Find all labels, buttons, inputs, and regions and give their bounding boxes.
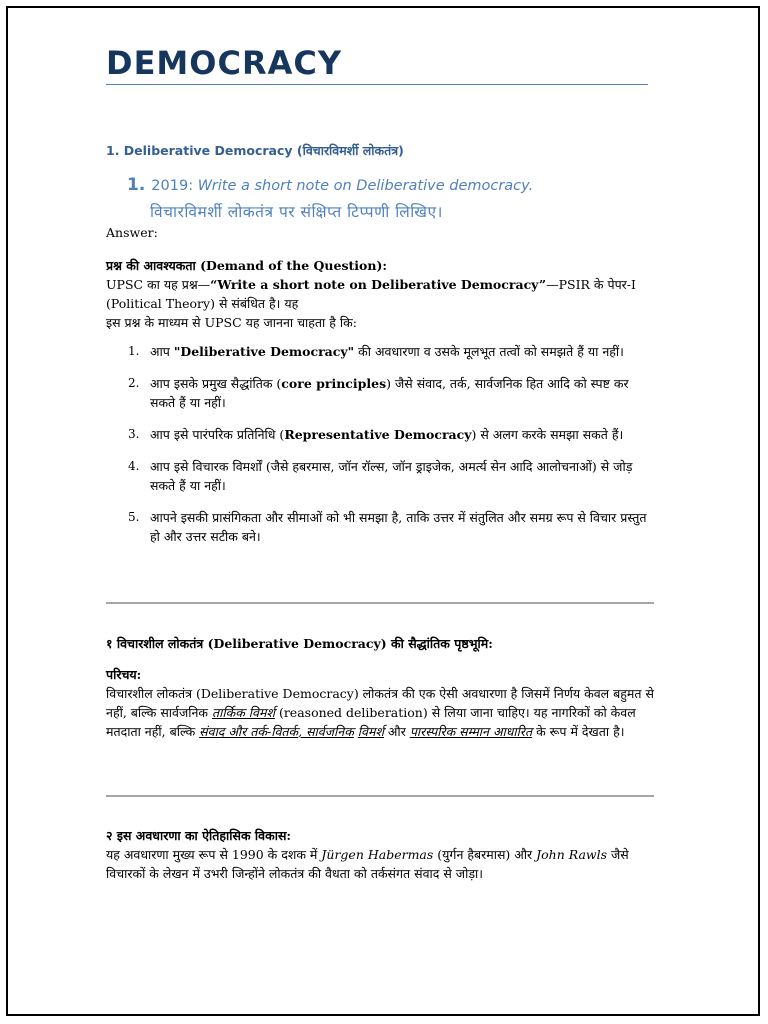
para-italic-2: संवाद और तर्क-वितर्क: [199, 724, 299, 739]
section-subheading: परिचय:: [106, 667, 142, 682]
list-item-number: 3.: [128, 427, 140, 441]
para-italic-1: तार्किक विमर्श: [212, 705, 275, 720]
question-line-hindi: विचारविमर्शी लोकतंत्र पर संक्षिप्त टिप्पणी लिखिए।: [150, 203, 443, 221]
list-item: [106, 425, 654, 444]
list-item-text: आप इसे विचारक विमर्शों (जैसे हबरमास, जॉन रॉल्स, जॉन ड्राइजेक, अमर्त्य सेन आदि आलोचनाओं) से जोड़ सकते हैं या नहीं।: [150, 459, 633, 493]
section-paragraph: [106, 684, 654, 741]
para-text-2: (reasoned deliberation) से लिया जाना चाहिए। यह नागरिकों को केवल मतदाता नहीं, बल्कि: [106, 705, 636, 739]
question-line-english: [127, 175, 533, 195]
demand-line-3: इस प्रश्न के माध्यम से UPSC यह जानना चाहता है कि:: [106, 315, 357, 330]
list-item-bold: "Deliberative Democracy": [173, 344, 355, 359]
list-item-text: आप इसके प्रमुख सैद्धांतिक (: [150, 376, 282, 391]
question-text-english: Write a short note on Deliberative democracy.: [197, 178, 534, 194]
list-item-number: 4.: [128, 459, 140, 473]
para-italic-2b: , सार्वजनिक: [298, 724, 354, 739]
requirement-list: [106, 342, 654, 559]
section-theoretical-background: [106, 634, 654, 741]
document-title: DEMOCRACY: [106, 44, 343, 82]
para-text-1: यह अवधारणा मुख्य रूप से 1990 के दशक में: [106, 847, 322, 862]
list-item-text-end: ) जैसे संवाद, तर्क, सार्वजनिक हित आदि को स्पष्ट कर सकते हैं या नहीं।: [150, 376, 629, 410]
title-underline: [106, 84, 648, 85]
list-item-bold: core principles: [281, 376, 387, 391]
question-number: 1.: [127, 175, 146, 195]
list-item: [106, 342, 654, 361]
para-text-1: विचारशील लोकतंत्र (Deliberative Democracy) लोकतंत्र की एक ऐसी अवधारणा है जिसमें निर्णय केवल बहुमत से नहीं, बल्कि सार्वजनिक: [106, 686, 654, 720]
list-item: [106, 457, 654, 495]
section-heading: १ विचारशील लोकतंत्र (Deliberative Democracy) की सैद्धांतिक पृष्ठभूमि:: [106, 636, 493, 651]
demand-line-1: [106, 275, 654, 294]
demand-line-1-post: —PSIR के पेपर-I: [546, 277, 636, 292]
list-item-number: 5.: [128, 510, 140, 524]
list-item-bold: Representative Democracy: [284, 427, 472, 442]
question-year: 2019:: [151, 178, 194, 194]
para-italic-2: John Rawls: [536, 847, 608, 862]
section-divider: [106, 602, 654, 604]
demand-line-1-bold: “Write a short note on Deliberative Democracy”: [210, 277, 547, 292]
list-item: [106, 374, 654, 412]
heading-deliberative-democracy: 1. Deliberative Democracy (विचारविमर्शी लोकतंत्र): [106, 143, 404, 158]
section-paragraph: [106, 845, 654, 883]
section-divider: [106, 795, 654, 797]
para-italic-3: विमर्श: [357, 724, 384, 739]
para-text-3: और: [383, 724, 410, 739]
list-item-text: आप इसे पारंपरिक प्रतिनिधि (: [150, 427, 285, 442]
list-item-number: 1.: [128, 344, 140, 358]
para-text-end: जैसे विचारकों के लेखन में उभरी जिन्होंने लोकतंत्र की वैधता को तर्कसंगत संवाद से जोड़ा।: [106, 847, 629, 881]
demand-line-2: (Political Theory) से संबंधित है। यह: [106, 296, 299, 311]
para-italic-4: पारस्परिक सम्मान आधारित: [409, 724, 533, 739]
list-item-text-end: ) से अलग करके समझा सकते हैं।: [471, 427, 624, 442]
list-item-text: आपने इसकी प्रासंगिकता और सीमाओं को भी समझा है, ताकि उत्तर में संतुलित और समग्र रूप से विचार प्रस्तुत हो और उत्तर सटीक बने।: [150, 510, 647, 544]
para-text-2: (युर्गन हैबरमास) और: [433, 847, 537, 862]
section-historical-development: [106, 826, 654, 883]
list-item-text-end: की अवधारणा व उसके मूलभूत तत्वों को समझते हैं या नहीं।: [354, 344, 624, 359]
list-item-number: 2.: [128, 376, 140, 390]
demand-line-1-pre: UPSC का यह प्रश्न—: [106, 277, 211, 292]
list-item: [106, 508, 654, 546]
answer-label: Answer:: [106, 225, 158, 240]
section-heading: २ इस अवधारणा का ऐतिहासिक विकास:: [106, 828, 292, 843]
para-text-end: के रूप में देखता है।: [532, 724, 625, 739]
demand-heading: प्रश्न की आवश्यकता (Demand of the Question):: [106, 258, 387, 273]
list-item-text: आप: [150, 344, 174, 359]
demand-section: [106, 256, 654, 332]
para-italic-1: Jürgen Habermas: [321, 847, 434, 862]
